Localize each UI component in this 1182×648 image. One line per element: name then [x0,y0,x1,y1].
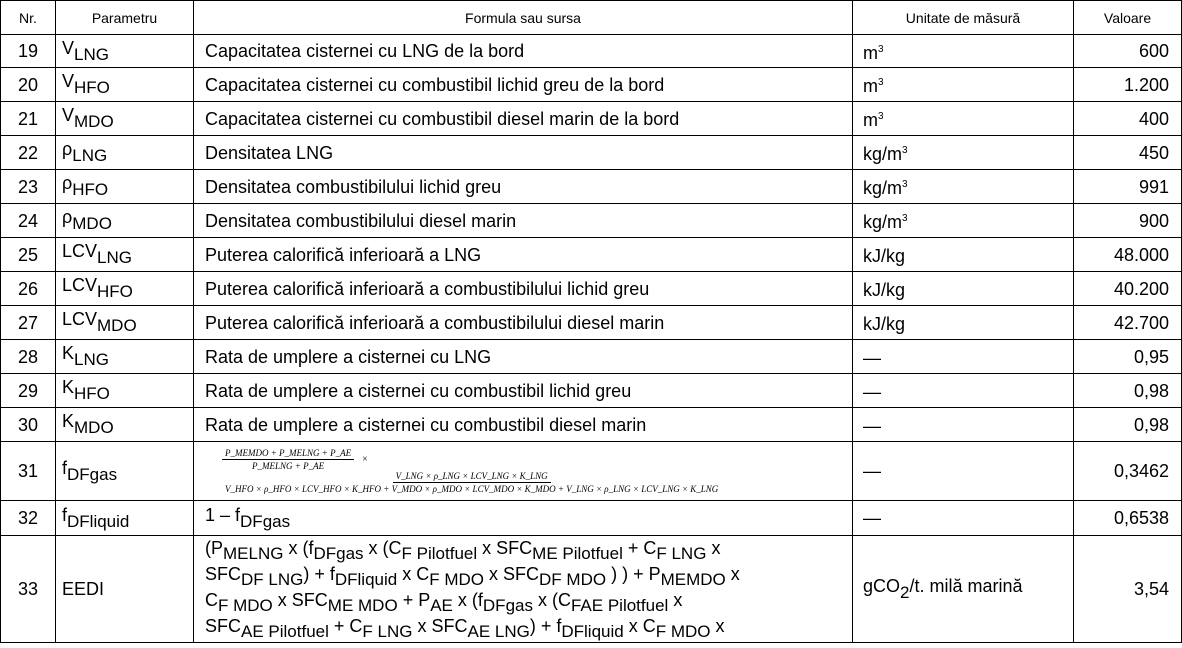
table-row [1,102,1182,136]
param-subscript: HFO [97,282,133,301]
unit-base: kJ/kg [863,280,906,300]
unit-superscript: 3 [902,179,908,190]
row-description: Densitatea combustibilului diesel marin [194,204,853,238]
param-subscript: MDO [74,418,114,437]
row-value: 42.700 [1074,306,1182,340]
table-row [1,374,1182,408]
row-description: Rata de umplere a cisternei cu combustibil diesel marin [194,408,853,442]
formula-fraction-1: $\frac{\text{P\_MEMDO + P\_MELNG + P\_AE}}{\text{P\_MELNG + P\_AE}}$ [222,448,354,471]
unit-base: kg/m [863,212,903,232]
row-value: 48.000 [1074,238,1182,272]
row-description: Puterea calorifică inferioară a combustibilului diesel marin [194,306,853,340]
row-nr: 30 [1,408,56,442]
header-unit: Unitate de măsură [853,1,1074,35]
header-formula: Formula sau sursa [194,1,853,35]
param-subscript: MDO [97,316,137,335]
table-row [1,340,1182,374]
row-unit [853,68,1074,102]
param-symbol: V [62,105,75,125]
unit-base: — [863,416,881,436]
row-parameter [56,408,194,442]
row-parameter: fDFgas [56,442,194,501]
param-subscript: MDO [72,214,112,233]
header-row [1,1,1182,35]
row-unit [853,340,1074,374]
param-symbol: LCV [62,309,98,329]
row-nr: 21 [1,102,56,136]
row-value: 600 [1074,35,1182,68]
row-parameter: fDFliquid [56,501,194,536]
row-value: 0,6538 [1074,501,1182,536]
table-row [1,408,1182,442]
param-symbol: ρ [62,207,73,227]
unit-base: m [863,42,878,63]
param-symbol: ρ [62,173,73,193]
table-row [1,170,1182,204]
row-parameter [56,238,194,272]
row-nr: 27 [1,306,56,340]
param-subscript: LNG [97,248,132,267]
row-parameter [56,340,194,374]
table-row [1,136,1182,170]
header-value: Valoare [1074,1,1182,35]
unit-superscript: 3 [878,43,884,55]
header-parameter: Parametru [56,1,194,35]
row-parameter [56,204,194,238]
row-value: 0,95 [1074,340,1182,374]
row-unit: — [853,501,1074,536]
row-unit [853,272,1074,306]
param-symbol: K [62,343,75,363]
param-symbol: K [62,377,75,397]
table-row [1,68,1182,102]
table-row [1,238,1182,272]
unit-base: kJ/kg [863,314,906,334]
row-unit: — [853,442,1074,501]
param-subscript: LNG [74,350,109,369]
row-description: Capacitatea cisternei cu combustibil lichid greu de la bord [194,68,853,102]
row-parameter [56,272,194,306]
unit-base: kg/m [863,178,903,198]
param-symbol: ρ [62,139,73,159]
row-description: Puterea calorifică inferioară a combustibilului lichid greu [194,272,853,306]
row-description: Densitatea LNG [194,136,853,170]
param-symbol: V [62,37,75,58]
param-subscript: LNG [74,44,109,64]
unit-base: kJ/kg [863,246,906,266]
row-unit [853,136,1074,170]
row-unit [853,238,1074,272]
row-nr: 22 [1,136,56,170]
row-formula-eedi: (PMELNG x (fDFgas x (CF Pilotfuel x SFCME Pilotfuel + CF LNG x SFCDF LNG) + fDFliquid x CF MDO x SFCDF MDO ) ) + PMEMDO x CF MDO x SFCME MDO + PAE x (fDFgas x (CFAE Pilotfuel x SFCAE Pilotfuel + CF LNG x SFCAE LNG) + fDFliquid x CF MDO x [194,536,853,643]
row-nr: 29 [1,374,56,408]
table-row-33 [1,536,1182,643]
row-nr: 19 [1,35,56,68]
row-parameter [56,102,194,136]
param-symbol: K [62,411,75,431]
table-body [1,35,1182,442]
unit-superscript: 3 [878,77,884,88]
param-symbol: LCV [62,275,98,295]
param-subscript: MDO [74,112,114,131]
row-nr: 20 [1,68,56,102]
row-value: 991 [1074,170,1182,204]
row-nr: 26 [1,272,56,306]
unit-base: — [863,382,881,402]
row-nr: 23 [1,170,56,204]
param-subscript: HFO [74,78,110,97]
table-row-32 [1,501,1182,536]
unit-base: — [863,348,881,368]
unit-base: kg/m [863,144,903,164]
param-subscript: LNG [72,146,108,165]
row-value: 450 [1074,136,1182,170]
row-value: 1.200 [1074,68,1182,102]
row-unit: gCO2/t. milă marină [853,536,1074,643]
param-symbol: V [62,71,75,91]
row-nr: 28 [1,340,56,374]
row-unit [853,170,1074,204]
row-unit [853,306,1074,340]
row-parameter [56,306,194,340]
row-value: 0,98 [1074,374,1182,408]
param-subscript: HFO [74,384,110,403]
row-parameter [56,68,194,102]
unit-superscript: 3 [902,213,908,224]
param-subscript: HFO [72,180,109,199]
unit-base: m [863,76,878,96]
row-nr: 24 [1,204,56,238]
param-symbol: LCV [62,241,98,261]
formula-fraction-2: V_LNG × ρ_LNG × LCV_LNG × K_LNG V_HFO × ρ_HFO × LCV_HFO × K_HFO + V_MDO × ρ_MDO × LCV_MDO × K_MDO + V_LNG × ρ_LNG × LCV_LNG × K_LNG [225,471,719,494]
row-parameter: EEDI [56,536,194,643]
row-parameter [56,374,194,408]
table-row [1,204,1182,238]
row-unit [853,204,1074,238]
row-value: 0,3462 [1074,442,1182,501]
row-description: Capacitatea cisternei cu LNG de la bord [194,35,853,68]
row-value: 40.200 [1074,272,1182,306]
row-formula: 1 – fDFgas [194,501,853,536]
header-nr: Nr. [1,1,56,35]
row-unit [853,35,1074,68]
row-unit [853,408,1074,442]
row-parameter [56,136,194,170]
row-unit [853,374,1074,408]
row-nr: 32 [1,501,56,536]
row-value: 400 [1074,102,1182,136]
unit-superscript: 3 [878,111,884,122]
row-description: Rata de umplere a cisternei cu LNG [194,340,853,374]
row-description: Capacitatea cisternei cu combustibil diesel marin de la bord [194,102,853,136]
row-parameter [56,170,194,204]
row-formula-fdfgas: $\frac{\text{P\_MEMDO + P\_MELNG + P\_AE}}{\text{P\_MELNG + P\_AE}}$ × V_LNG × ρ_LNG × LCV_LNG × K_LNG V_HFO × ρ_HFO × LCV_HFO × K_HFO + V_MDO × ρ_MDO × LCV_MDO × K_MDO + V_LNG × ρ_LNG × LCV_LNG × K_LNG [194,442,853,501]
table-row [1,35,1182,68]
row-description: Puterea calorifică inferioară a LNG [194,238,853,272]
row-nr: 33 [1,536,56,643]
table-row-31 [1,442,1182,501]
row-unit [853,102,1074,136]
row-value: 0,98 [1074,408,1182,442]
row-value: 900 [1074,204,1182,238]
row-description: Densitatea combustibilului lichid greu [194,170,853,204]
table-row [1,272,1182,306]
unit-superscript: 3 [902,145,908,156]
row-value: 3,54 [1074,536,1182,643]
row-parameter [56,35,194,68]
row-nr: 31 [1,442,56,501]
row-nr: 25 [1,238,56,272]
row-description: Rata de umplere a cisternei cu combustibil lichid greu [194,374,853,408]
unit-base: m [863,110,878,130]
table-row [1,306,1182,340]
table-body-formulas [1,442,1182,643]
